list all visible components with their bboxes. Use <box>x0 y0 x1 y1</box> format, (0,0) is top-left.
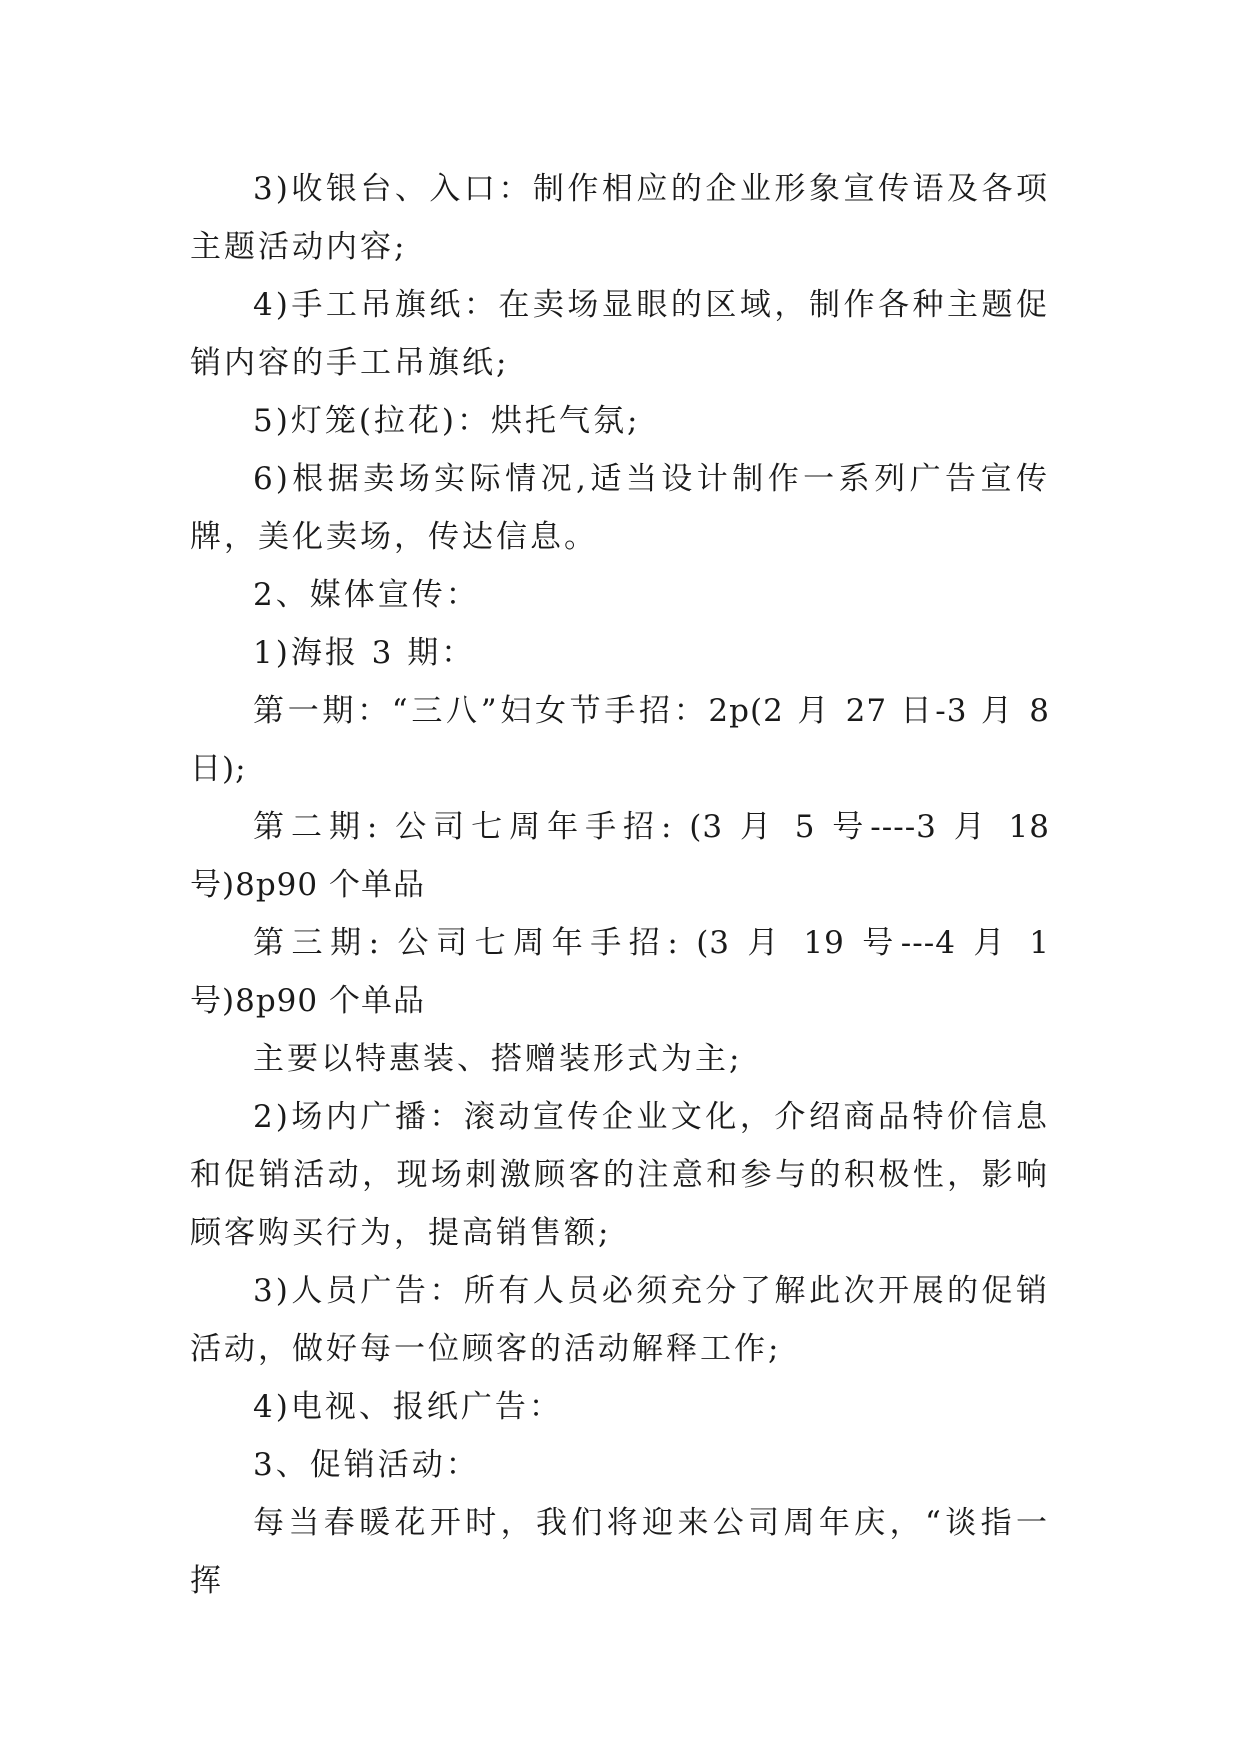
paragraph-lanterns: 5)灯笼(拉花)：烘托气氛; <box>253 403 641 439</box>
section-heading-media: 2、媒体宣传： <box>253 577 480 613</box>
paragraph-issue-3: 第三期: 公司七周年手招: (3 月 19 号---4 月 1 号)8p90 个单品 <box>190 925 1050 1019</box>
section-heading-promotion: 3、促销活动： <box>253 1447 480 1483</box>
paragraph-hanging-flags: 4)手工吊旗纸：在卖场显眼的区域，制作各种主题促销内容的手工吊旗纸; <box>190 287 1050 381</box>
paragraph-broadcast: 2)场内广播：滚动宣传企业文化，介绍商品特价信息和促销活动，现场刺激顾客的注意和参与的积极性，影响顾客购买行为，提高销售额; <box>190 1099 1050 1251</box>
paragraph-staff-ads: 3)人员广告：所有人员必须充分了解此次开展的促销活动，做好每一位顾客的活动解释工作; <box>190 1273 1050 1367</box>
paragraph-checkout-entrance: 3)收银台、入口：制作相应的企业形象宣传语及各项主题活动内容; <box>190 171 1050 265</box>
paragraph-issue-2: 第二期: 公司七周年手招: (3 月 5 号----3 月 18 号)8p90 个单品 <box>190 809 1050 903</box>
paragraph-billboards: 6)根据卖场实际情况,适当设计制作一系列广告宣传牌，美化卖场，传达信息。 <box>190 461 1050 555</box>
paragraph-main-format: 主要以特惠装、搭赠装形式为主; <box>253 1041 743 1077</box>
document-body <box>190 160 1050 1610</box>
paragraph-issue-1: 第一期：“三八”妇女节手招：2p(2 月 27 日-3 月 8 日); <box>190 693 1050 787</box>
paragraph-tv-newspaper: 4)电视、报纸广告： <box>253 1389 563 1425</box>
paragraph-posters: 1)海报 3 期： <box>253 635 476 671</box>
paragraph-anniversary: 每当春暖花开时，我们将迎来公司周年庆，“谈指一挥 <box>190 1505 1050 1599</box>
